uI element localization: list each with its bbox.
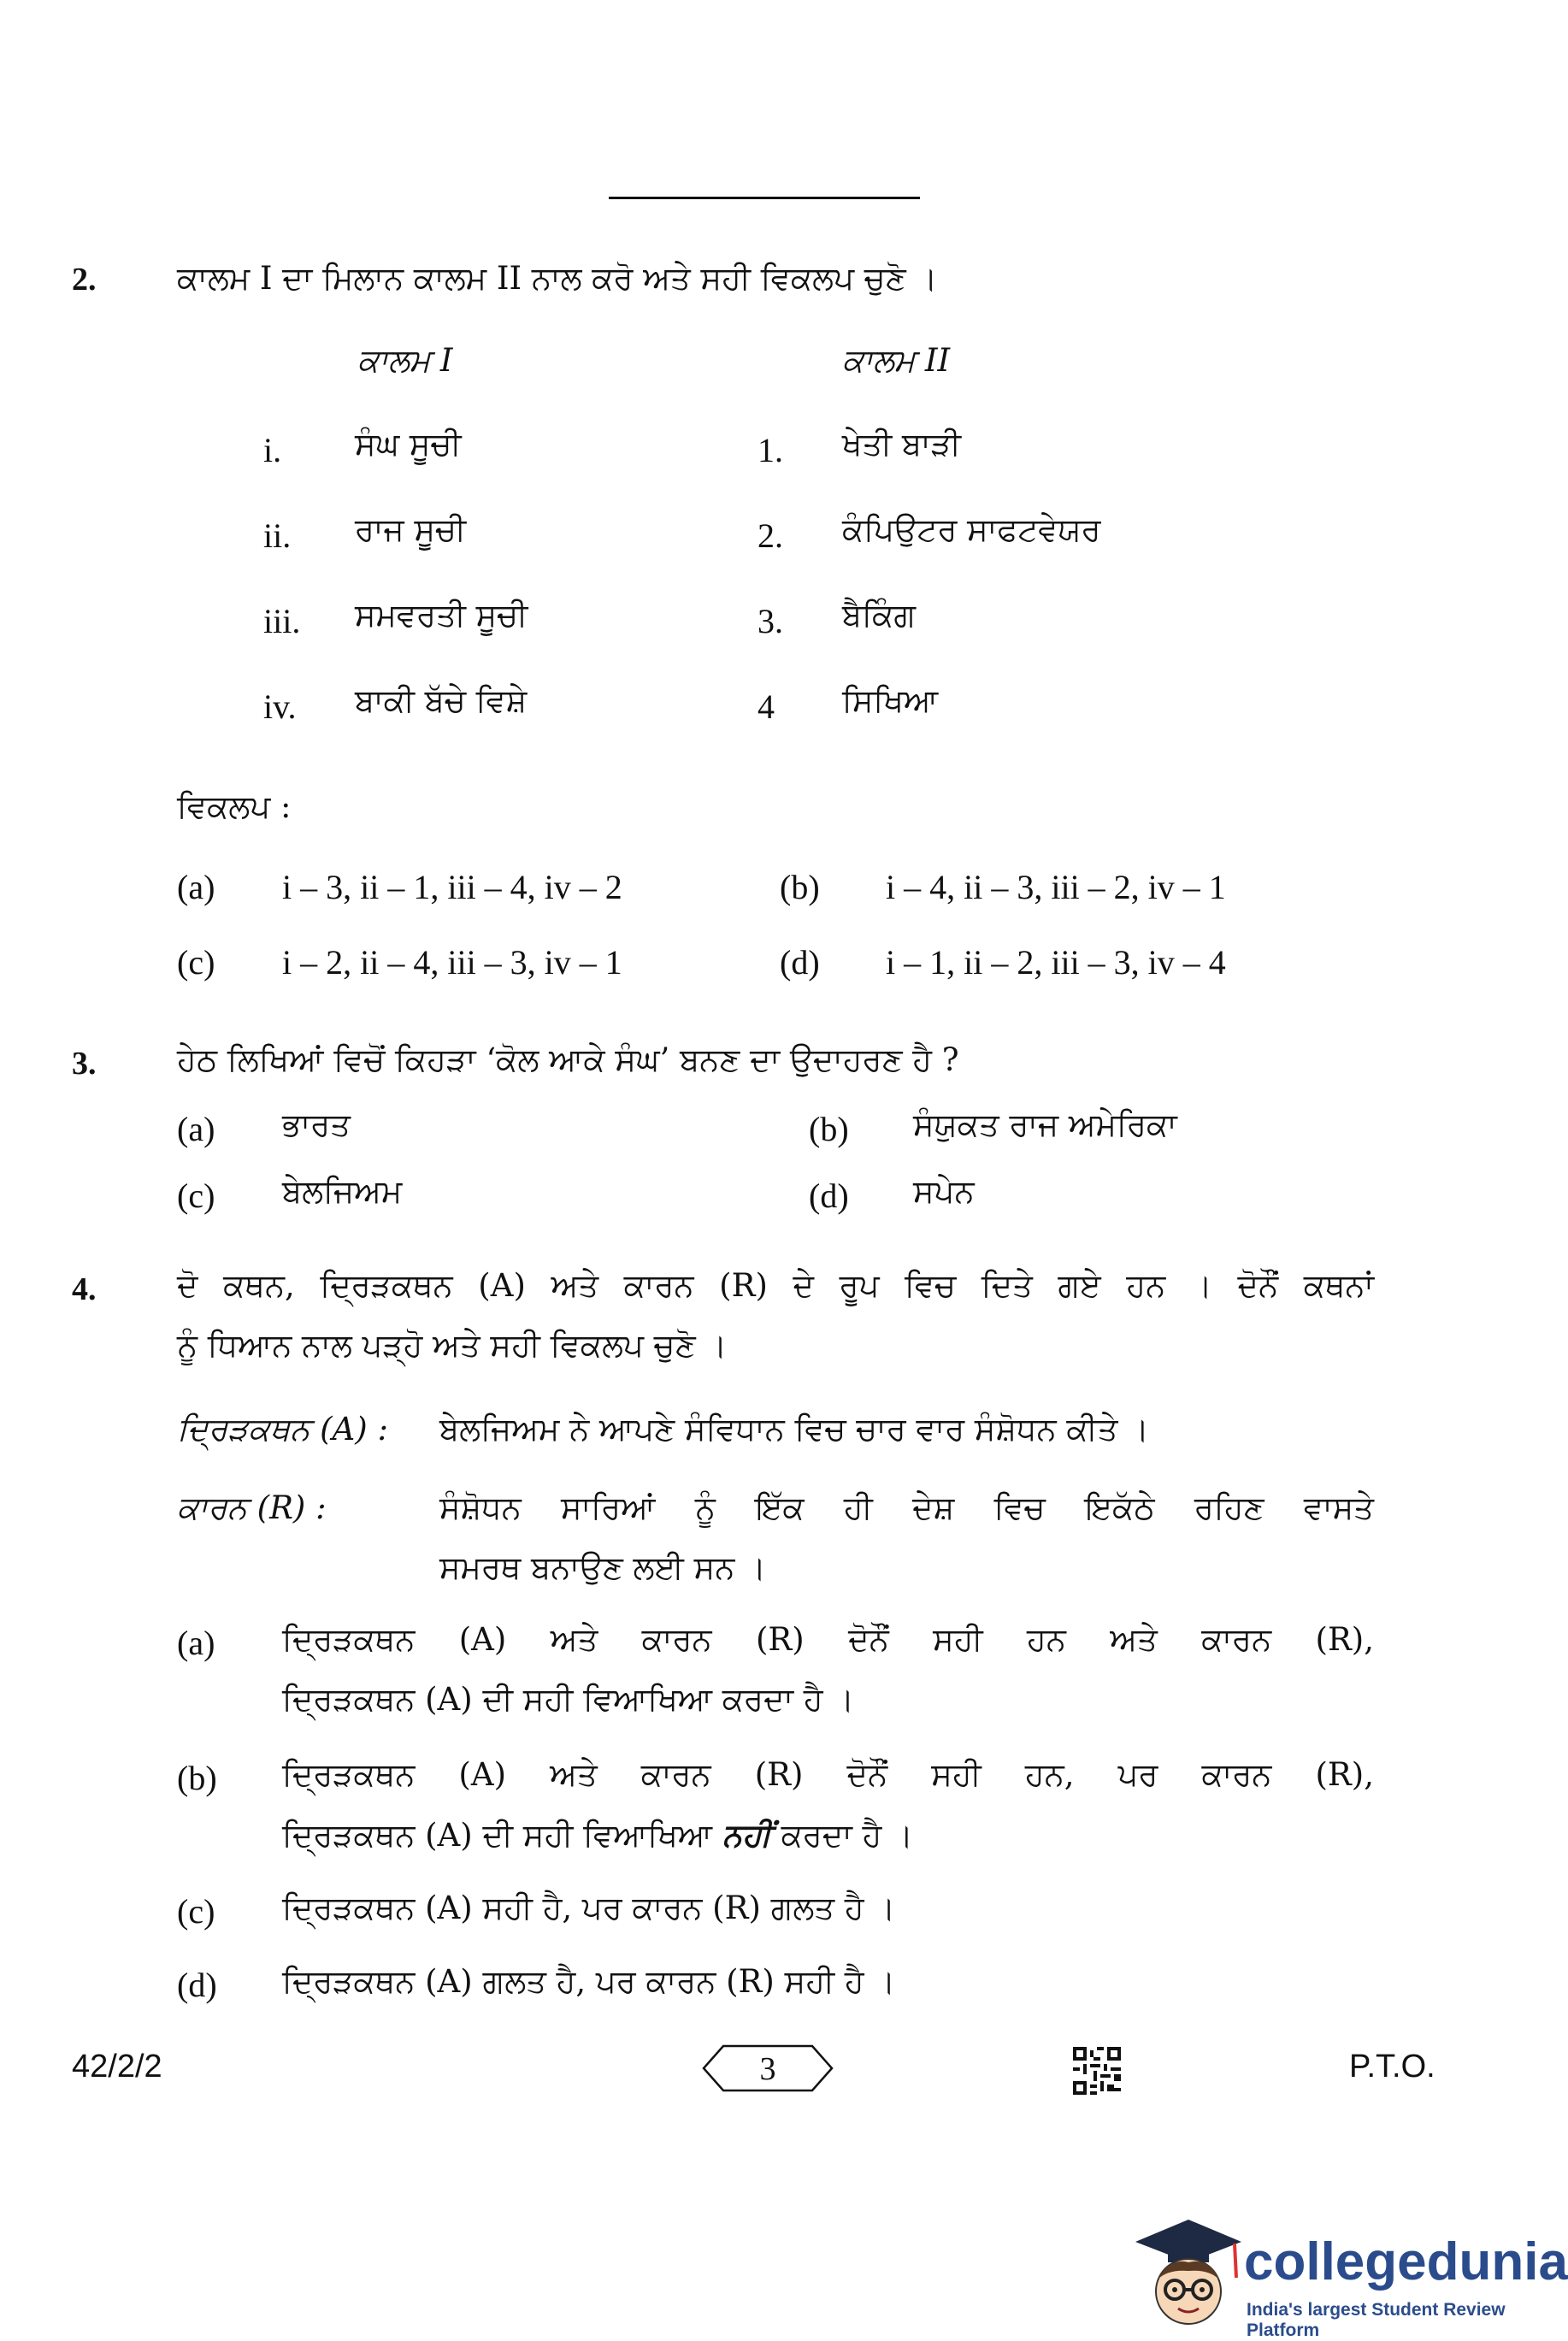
col1-item: ਰਾਜ ਸੂਚੀ bbox=[355, 511, 467, 548]
question-3-number: 3. bbox=[72, 1046, 97, 1082]
option-label: (b) bbox=[177, 1759, 217, 1797]
pto-label: P.T.O. bbox=[1349, 2049, 1435, 2084]
paper-code: 42/2/2 bbox=[72, 2049, 162, 2084]
option-label: (a) bbox=[177, 1624, 215, 1662]
reason-text-line2: ਸਮਰਥ ਬਨਾਉਣ ਲਈ ਸਨ । bbox=[439, 1549, 767, 1586]
page-number-box bbox=[701, 2043, 834, 2093]
col2-index: 4 bbox=[757, 687, 775, 726]
question-4-prompt-line1: ਦੋ ਕਥਨ, ਦ੍ਰਿੜਕਥਨ (A) ਅਤੇ ਕਾਰਨ (R) ਦੇ ਰੂਪ ਵਿਚ ਦਿਤੇ ਗਏ ਹਨ । ਦੋਨੌਂ ਕਥਨਾਂ bbox=[177, 1267, 1374, 1304]
column-1-heading: ਕਾਲਮ I bbox=[357, 342, 453, 379]
col2-item: ਸਿਖਿਆ bbox=[842, 682, 939, 719]
option-label: (a) bbox=[177, 868, 215, 906]
option-text: i – 1, ii – 2, iii – 3, iv – 4 bbox=[886, 943, 1226, 982]
option-label: (a) bbox=[177, 1110, 215, 1148]
col1-index: i. bbox=[263, 431, 282, 469]
reason-label: ਕਾਰਨ (R) : bbox=[177, 1489, 327, 1526]
col2-index: 1. bbox=[757, 431, 783, 469]
col1-item: ਸੰਘ ਸੂਚੀ bbox=[355, 426, 462, 463]
question-2-number: 2. bbox=[72, 262, 97, 298]
col1-index: iv. bbox=[263, 687, 297, 726]
option-d-text: ਦ੍ਰਿੜਕਥਨ (A) ਗਲਤ ਹੈ, ਪਰ ਕਾਰਨ (R) ਸਹੀ ਹੈ । bbox=[282, 1963, 896, 2000]
col1-index: iii. bbox=[263, 602, 301, 640]
brand-tagline: India's largest Student Review Platform bbox=[1247, 2300, 1506, 2340]
option-text: i – 2, ii – 4, iii – 3, iv – 1 bbox=[282, 943, 622, 982]
option-label: (d) bbox=[177, 1966, 217, 2004]
assertion-text: ਬੇਲਜਿਅਮ ਨੇ ਆਪਣੇ ਸੰਵਿਧਾਨ ਵਿਚ ਚਾਰ ਵਾਰ ਸੰਸ਼ੋਧਨ ਕੀਤੇ । bbox=[439, 1411, 1150, 1448]
col2-item: ਖੇਤੀ ਬਾੜੀ bbox=[842, 426, 962, 463]
option-label: (c) bbox=[177, 1176, 215, 1215]
option-c-text: ਦ੍ਰਿੜਕਥਨ (A) ਸਹੀ ਹੈ, ਪਰ ਕਾਰਨ (R) ਗਲਤ ਹੈ । bbox=[282, 1890, 896, 1926]
option-b-line2-end: ਕਰਦਾ ਹੈ । bbox=[781, 1817, 914, 1854]
option-text: i – 4, ii – 3, iii – 2, iv – 1 bbox=[886, 868, 1226, 906]
col1-index: ii. bbox=[263, 516, 292, 555]
question-3-prompt: ਹੇਠ ਲਿਖਿਆਂ ਵਿਚੋਂ ਕਿਹੜਾ ‘ਕੋਲ ਆਕੇ ਸੰਘ’ ਬਨਣ ਦਾ ਉਦਾਹਰਣ ਹੈ ? bbox=[177, 1041, 959, 1078]
option-text: ਭਾਰਤ bbox=[282, 1106, 351, 1143]
col2-item: ਬੈਕਿੰਗ bbox=[842, 597, 916, 634]
option-a-line2: ਦ੍ਰਿੜਕਥਨ (A) ਦੀ ਸਹੀ ਵਿਆਖਿਆ ਕਰਦਾ ਹੈ । bbox=[282, 1681, 855, 1718]
option-label: (c) bbox=[177, 1892, 215, 1931]
page-number: 3 bbox=[759, 2051, 776, 2087]
question-2-prompt: ਕਾਲਮ I ਦਾ ਮਿਲਾਨ ਕਾਲਮ II ਨਾਲ ਕਰੋ ਅਤੇ ਸਹੀ ਵਿਕਲਪ ਚੁਣੋ । bbox=[177, 260, 938, 297]
header-rule bbox=[609, 197, 920, 199]
col1-item: ਬਾਕੀ ਬੱਚੇ ਵਿਸ਼ੇ bbox=[355, 682, 528, 719]
column-2-heading: ਕਾਲਮ II bbox=[842, 342, 951, 379]
option-b-line2-start: ਦ੍ਰਿੜਕਥਨ (A) ਦੀ ਸਹੀ ਵਿਆਖਿਆ bbox=[282, 1817, 713, 1854]
col2-index: 3. bbox=[757, 602, 783, 640]
option-text: i – 3, ii – 1, iii – 4, iv – 2 bbox=[282, 868, 622, 906]
question-4-number: 4. bbox=[72, 1271, 97, 1307]
option-b-emphasis: ਨਹੀਂ bbox=[722, 1816, 771, 1854]
assertion-label: ਦ੍ਰਿੜਕਥਨ (A) : bbox=[177, 1411, 388, 1448]
option-text: ਸਪੇਨ bbox=[913, 1173, 975, 1210]
qr-code-icon bbox=[1073, 2047, 1121, 2095]
option-label: (c) bbox=[177, 943, 215, 982]
reason-text-line1: ਸੰਸ਼ੋਧਨ ਸਾਰਿਆਂ ਨੂੰ ਇੱਕ ਹੀ ਦੇਸ਼ ਵਿਚ ਇਕੱਠੇ ਰਹਿਣ ਵਾਸਤੇ bbox=[439, 1489, 1374, 1526]
option-label: (d) bbox=[809, 1176, 849, 1215]
options-label: ਵਿਕਲਪ : bbox=[177, 788, 292, 825]
option-a-line1: ਦ੍ਰਿੜਕਥਨ (A) ਅਤੇ ਕਾਰਨ (R) ਦੋਨੌਂ ਸਹੀ ਹਨ ਅਤੇ ਕਾਰਨ (R), bbox=[282, 1621, 1374, 1658]
option-label: (b) bbox=[809, 1110, 849, 1148]
brand-name: collegedunia bbox=[1244, 2232, 1568, 2291]
mascot-logo-icon bbox=[1127, 2208, 1247, 2327]
option-b-line1: ਦ੍ਰਿੜਕਥਨ (A) ਅਤੇ ਕਾਰਨ (R) ਦੋਨੌਂ ਸਹੀ ਹਨ, ਪਰ ਕਾਰਨ (R), bbox=[282, 1756, 1374, 1793]
col1-item: ਸਮਵਰਤੀ ਸੂਚੀ bbox=[355, 597, 528, 634]
question-4-prompt-line2: ਨੂੰ ਧਿਆਨ ਨਾਲ ਪੜ੍ਹੋ ਅਤੇ ਸਹੀ ਵਿਕਲਪ ਚੁਣੋ । bbox=[177, 1327, 728, 1364]
option-text: ਬੇਲਜਿਅਮ bbox=[282, 1173, 403, 1210]
option-b-line2 bbox=[282, 1816, 913, 1855]
col2-item: ਕੰਪਿਉਟਰ ਸਾਫਟਵੇਯਰ bbox=[842, 511, 1101, 548]
option-label: (d) bbox=[780, 943, 820, 982]
option-text: ਸੰਯੁਕਤ ਰਾਜ ਅਮੇਰਿਕਾ bbox=[913, 1106, 1177, 1143]
option-label: (b) bbox=[780, 868, 820, 906]
col2-index: 2. bbox=[757, 516, 783, 555]
